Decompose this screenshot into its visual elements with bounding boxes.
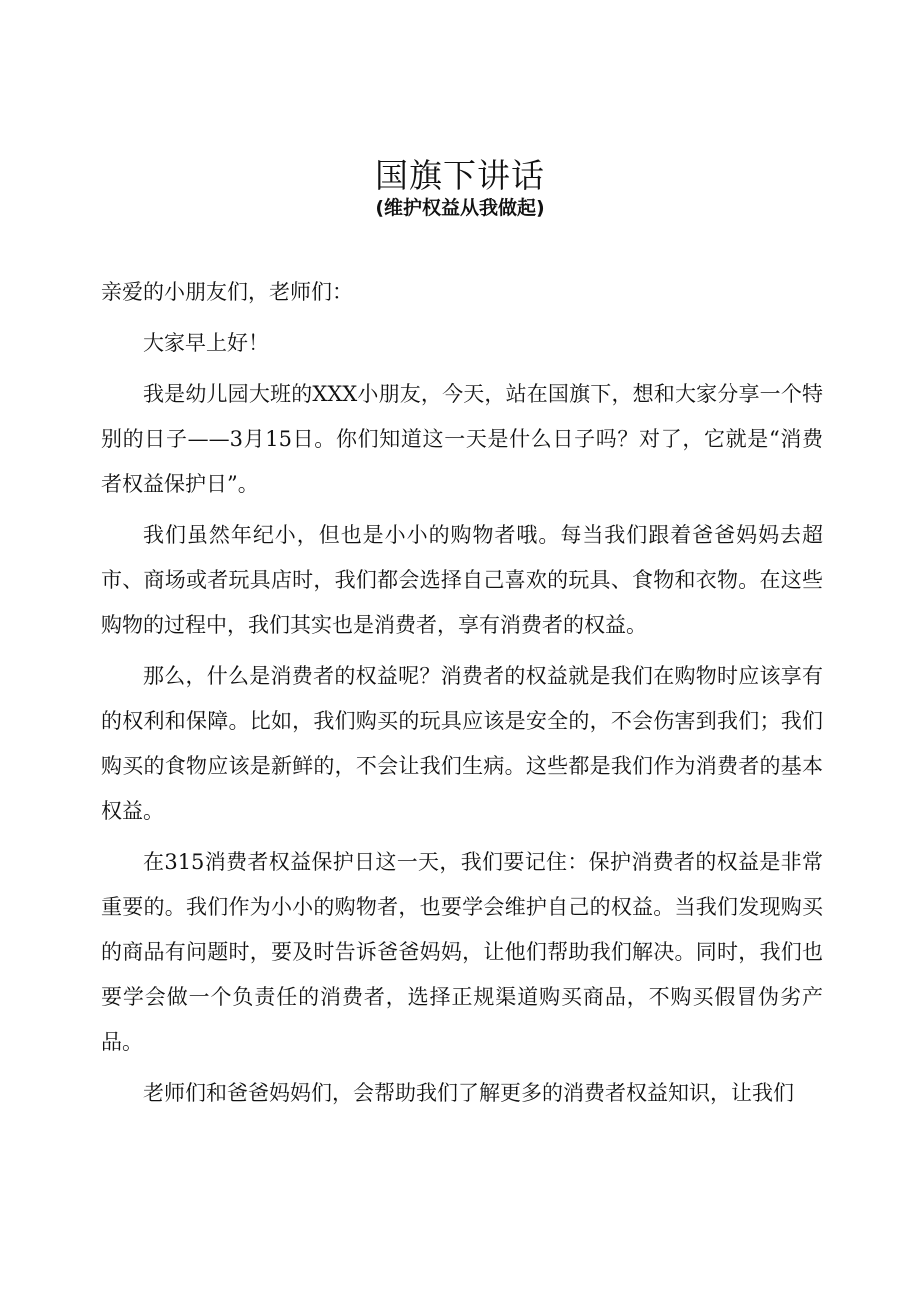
paragraph-teachers-parents: 老师们和爸爸妈妈们，会帮助我们了解更多的消费者权益知识，让我们 [143,1081,794,1105]
paragraph-introduction: 我是幼儿园大班的XXX小朋友，今天，站在国旗下，想和大家分享一个特别的日子——3月15日。你们知道这一天是什么日子吗？对了，它就是“消费者权益保护日”。 [101,382,823,496]
salutation: 亲爱的小朋友们，老师们： [101,280,353,304]
paragraph-315-day: 在315消费者权益保护日这一天，我们要记住：保护消费者的权益是非常重要的。我们作为小小的购物者，也要学会维护自己的权益。当我们发现购买的商品有问题时，要及时告诉爸爸妈妈，让他们帮助我们解决。同时，我们也要学会做一个负责任的消费者，选择正规渠道购买商品，不购买假冒伪劣产品。 [101,850,823,1054]
paragraph-rights-definition: 那么，什么是消费者的权益呢？消费者的权益就是我们在购物时应该享有的权利和保障。比如，我们购买的玩具应该是安全的，不会伤害到我们；我们购买的食物应该是新鲜的，不会让我们生病。这些都是我们作为消费者的基本权益。 [101,664,823,823]
speech-body [101,270,823,1122]
document-title: 国旗下讲话 [375,156,545,196]
document-subtitle: (维护权益从我做起) [375,197,545,219]
paragraph-shoppers: 我们虽然年纪小，但也是小小的购物者哦。每当我们跟着爸爸妈妈去超市、商场或者玩具店时，我们都会选择自己喜欢的玩具、食物和衣物。在这些购物的过程中，我们其实也是消费者，享有消费者的权益。 [101,523,823,637]
paragraph-greeting: 大家早上好！ [143,331,269,355]
